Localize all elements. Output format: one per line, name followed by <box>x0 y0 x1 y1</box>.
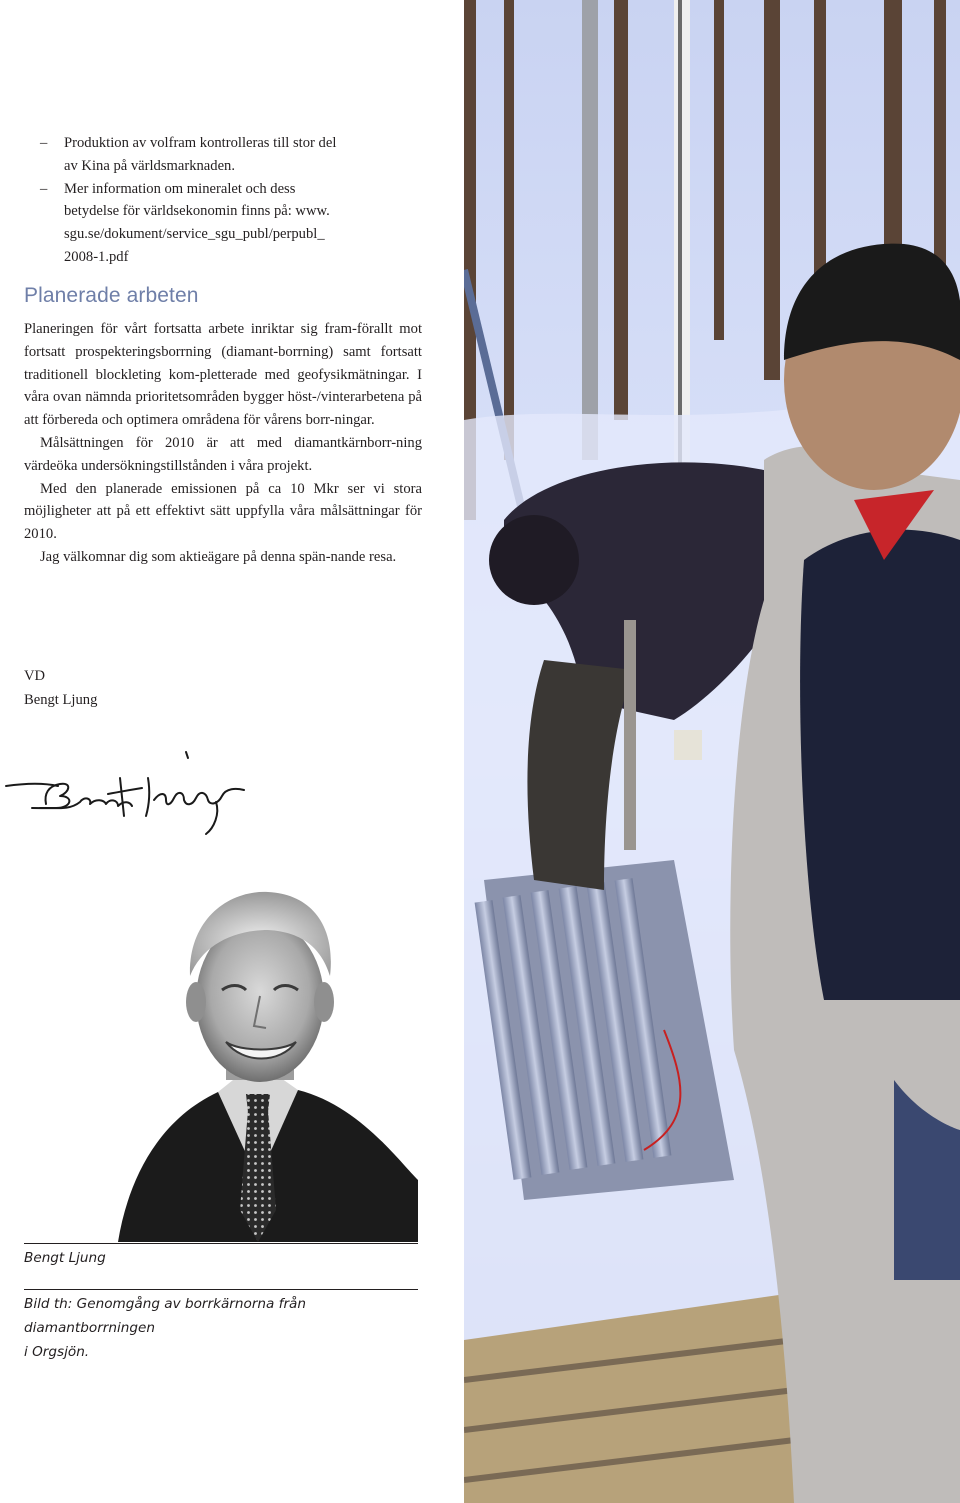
paragraph: Jag välkomnar dig som aktieägare på denna spän-nande resa. <box>40 548 397 565</box>
link-text[interactable]: 2008-1.pdf <box>64 248 129 265</box>
list-item: – Produktion av volfram kontrolleras till stor del av Kina på världsmarknaden. <box>40 132 412 178</box>
portrait-photo <box>98 880 418 1242</box>
paragraph: Med den planerade emissionen på ca 10 Mkr ser vi stora möjligheter att på ett effektivt sätt uppfylla våra målsättningar för 2010. <box>24 480 422 543</box>
signoff-name: Bengt Ljung <box>24 692 98 708</box>
signoff-title: VD <box>24 668 46 684</box>
link-text[interactable]: sgu.se/dokument/service_sgu_publ/perpubl_ <box>64 226 325 243</box>
section-heading: Planerade arbeten <box>24 284 199 307</box>
list-item: – Mer information om mineralet och dess betydelse för världsekonomin finns på: www. sgu.se/dokument/service_sgu_publ/perpubl_ 2008-1.pdf <box>40 178 412 269</box>
portrait-caption: Bengt Ljung <box>24 1250 106 1266</box>
paragraph: Planeringen för vårt fortsatta arbete inriktar sig fram-förallt mot fortsatt prospekteringsborrning (diamant-borrning) samt fortsatt traditionell blockleting kom-pletterade med geofysikmätningar. I våra ovan nämnda prioritetsområden bygger höst-/vinterarbetena på att förbereda och optimera områdena för vårens borr-ningar. <box>24 321 422 429</box>
photo-caption: Bild th: Genomgång av borrkärnorna från diamantborrningen i Orgsjön. <box>24 1296 306 1360</box>
bullet-list <box>40 132 412 269</box>
caption-rule <box>24 1289 418 1290</box>
caption-rule <box>24 1243 418 1244</box>
signoff <box>24 664 97 712</box>
field-photo <box>464 0 960 1503</box>
bullet-dash: – <box>40 135 48 151</box>
paragraph: Målsättningen för 2010 är att med diamantkärnborr-ning värdeöka undersökningstillstånden i våra projekt. <box>24 434 422 474</box>
signature-image <box>0 748 252 840</box>
body-text <box>24 318 422 569</box>
bullet-dash: – <box>40 180 48 197</box>
